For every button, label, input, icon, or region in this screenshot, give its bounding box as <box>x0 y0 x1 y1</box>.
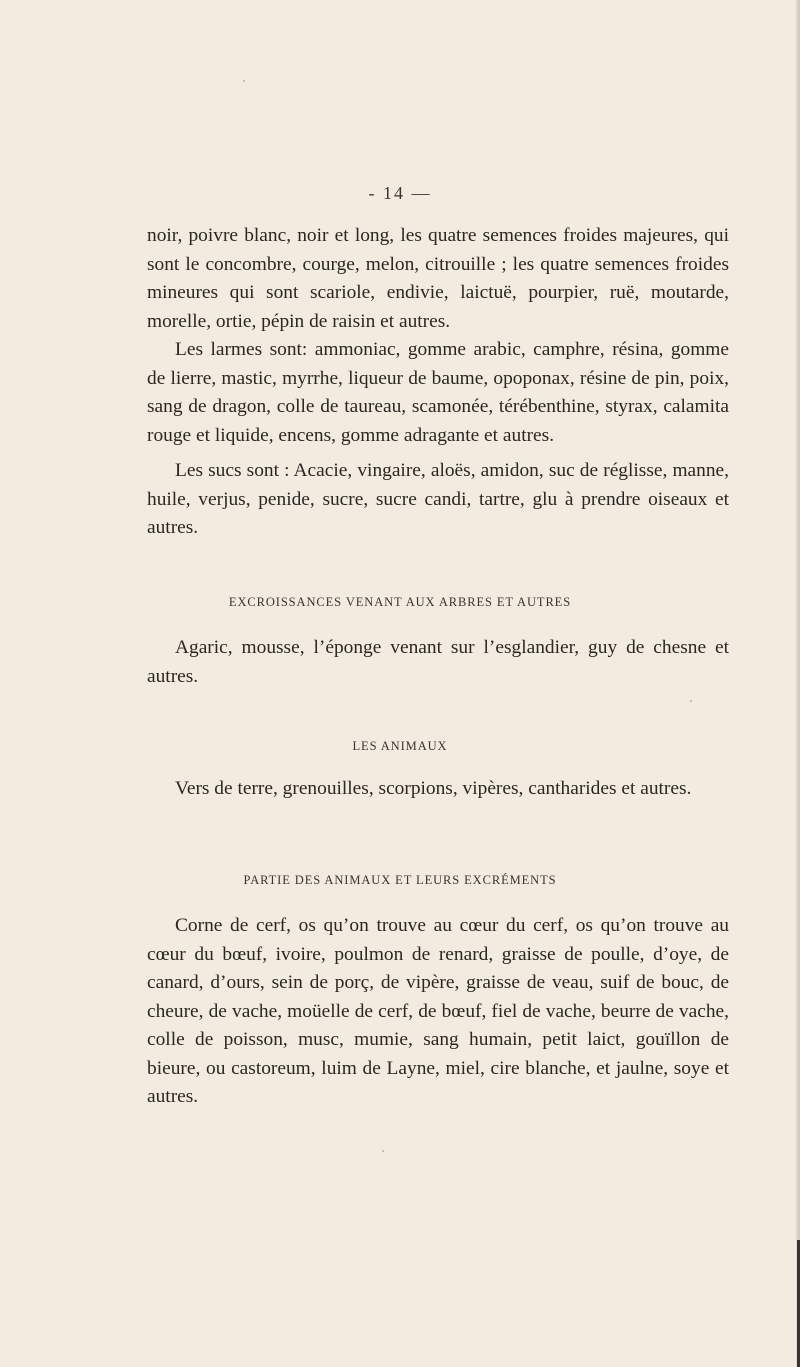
paragraph-larmes: Les larmes sont: ammoniac, gomme arabic, camphre, résina, gomme de lierre, mastic, myrrhe, liqueur de baume, opoponax, résine de pin, poix, sang de dragon, colle de taureau, scamonée, térébenthine, styrax, calamita rouge et liquide, encens, gomme adragante et autres. <box>147 339 729 446</box>
section-heading-animaux: LES ANIMAUX <box>352 739 448 753</box>
paragraph-sucs: Les sucs sont : Acacie, vingaire, aloës, amidon, suc de réglisse, manne, huile, verjus, penide, sucre, sucre candi, tartre, glu à prendre oiseaux et autres. <box>147 460 729 538</box>
paragraph-semences: noir, poivre blanc, noir et long, les quatre semences froides majeures, qui sont le concombre, courge, melon, citrouille ; les quatre semences froides mineures qui sont scariole, endivie, laictuë, pourpier, ruë, moutarde, morelle, ortie, pépin de raisin et autres. <box>147 225 729 332</box>
paper-speck <box>382 1150 384 1152</box>
paper-speck <box>690 700 692 702</box>
paragraph-agaric: Agaric, mousse, l’éponge venant sur l’esglandier, guy de chesne et autres. <box>147 637 729 687</box>
paragraph-corne-de-cerf: Corne de cerf, os qu’on trouve au cœur du cerf, os qu’on trouve au cœur du bœuf, ivoire, poulmon de renard, graisse de poulle, d’oye, de canard, d’ours, sein de porç, de vipère, graisse de veau, suif de bouc, de cheure, de vache, moüelle de cerf, de bœuf, fiel de vache, beurre de vache, colle de poisson, musc, mumie, sang humain, petit laict, gouïllon de bieure, ou castoreum, luim de Layne, miel, cire blanche, et jaulne, soye et autres. <box>147 915 729 1107</box>
paragraph-animaux: Vers de terre, grenouilles, scorpions, vipères, cantharides et autres. <box>175 778 692 799</box>
paper-speck <box>243 80 245 82</box>
page-edge <box>796 0 800 1367</box>
page-number: - 14 — <box>368 183 432 203</box>
section-heading-excroissances: EXCROISSANCES VENANT AUX ARBRES ET AUTRES <box>228 595 572 609</box>
section-heading-parties-animaux: PARTIE DES ANIMAUX ET LEURS EXCRÉMENTS <box>243 873 557 887</box>
